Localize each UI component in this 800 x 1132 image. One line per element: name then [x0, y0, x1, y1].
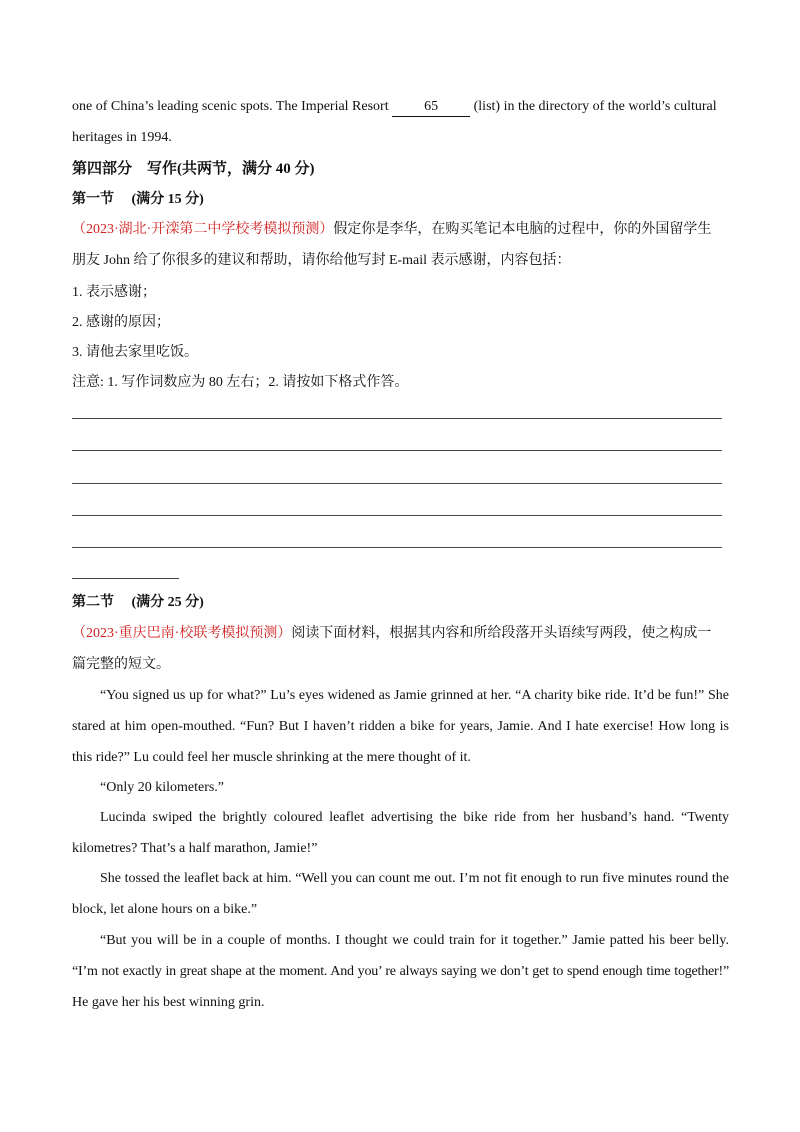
- story-line: stared at him open-mouthed. “Fun? But I haven’t ridden a bike for years, Jamie. And I hate exercise! How long is: [72, 719, 729, 734]
- section-heading: 第一节 (满分 15 分): [72, 192, 204, 207]
- story-line: “Only 20 kilometers.”: [100, 780, 225, 795]
- list-item: 2. 感谢的原因；: [72, 315, 170, 330]
- writing-line: [72, 515, 722, 516]
- story-line: this ride?” Lu could feel her muscle shrinking at the mere thought of it.: [72, 750, 471, 765]
- prompt-line: 朋友 John 给了你很多的建议和帮助，请你给他写封 E-mail 表示感谢，内容包括：: [72, 253, 571, 268]
- list-item: 1. 表示感谢；: [72, 285, 156, 300]
- prompt-line: 篇完整的短文。: [72, 657, 170, 672]
- list-item: 3. 请他去家里吃饭。: [72, 345, 198, 360]
- text-line: [72, 98, 717, 117]
- writing-line: [72, 547, 722, 548]
- source-tag: （2023·重庆巴南·校联考模拟预测）: [72, 626, 292, 641]
- writing-line: [72, 450, 722, 451]
- text-fragment: one of China’s leading scenic spots. The Imperial Resort: [72, 99, 393, 114]
- writing-line: [72, 483, 722, 484]
- story-line: “I’m not exactly in great shape at the moment. And you’ re always saying we don’t get to spend enough time together!”: [72, 964, 729, 979]
- prompt-text: 假定你是李华，在购买笔记本电脑的过程中，你的外国留学生: [333, 222, 712, 237]
- blank-number: 65: [424, 99, 439, 114]
- source-tag: （2023·湖北·开滦第二中学校考模拟预测）: [72, 222, 334, 237]
- text-fragment: (list) in the directory of the world’s cultural: [470, 99, 717, 114]
- section-heading: 第二节 (满分 25 分): [72, 595, 204, 610]
- part-heading: 第四部分 写作(共两节，满分 40 分): [72, 161, 315, 177]
- prompt-line: [72, 625, 711, 643]
- story-line: She tossed the leaflet back at him. “Well you can count me out. I’m not fit enough to run five minutes round the: [100, 871, 729, 886]
- text-line: heritages in 1994.: [72, 130, 172, 145]
- writing-line: [72, 418, 722, 419]
- answer-blank-65: [392, 98, 470, 117]
- story-line: “But you will be in a couple of months. I thought we could train for it together.” Jamie patted his beer belly.: [100, 933, 729, 948]
- story-line: block, let alone hours on a bike.”: [72, 902, 258, 917]
- prompt-text: 阅读下面材料，根据其内容和所给段落开头语续写两段，使之构成一: [291, 626, 712, 641]
- story-line: kilometres? That’s a half marathon, Jamie!”: [72, 841, 318, 856]
- writing-line-short: [72, 578, 179, 579]
- note-line: 注意: 1. 写作词数应为 80 左右；2. 请按如下格式作答。: [72, 375, 409, 390]
- prompt-line: [72, 221, 711, 239]
- story-line: He gave her his best winning grin.: [72, 995, 265, 1010]
- story-line: Lucinda swiped the brightly coloured leaflet advertising the bike ride from her husband’s hand. “Twenty: [100, 810, 729, 825]
- story-line: “You signed us up for what?” Lu’s eyes widened as Jamie grinned at her. “A charity bike ride. It’d be fun!” She: [100, 688, 729, 703]
